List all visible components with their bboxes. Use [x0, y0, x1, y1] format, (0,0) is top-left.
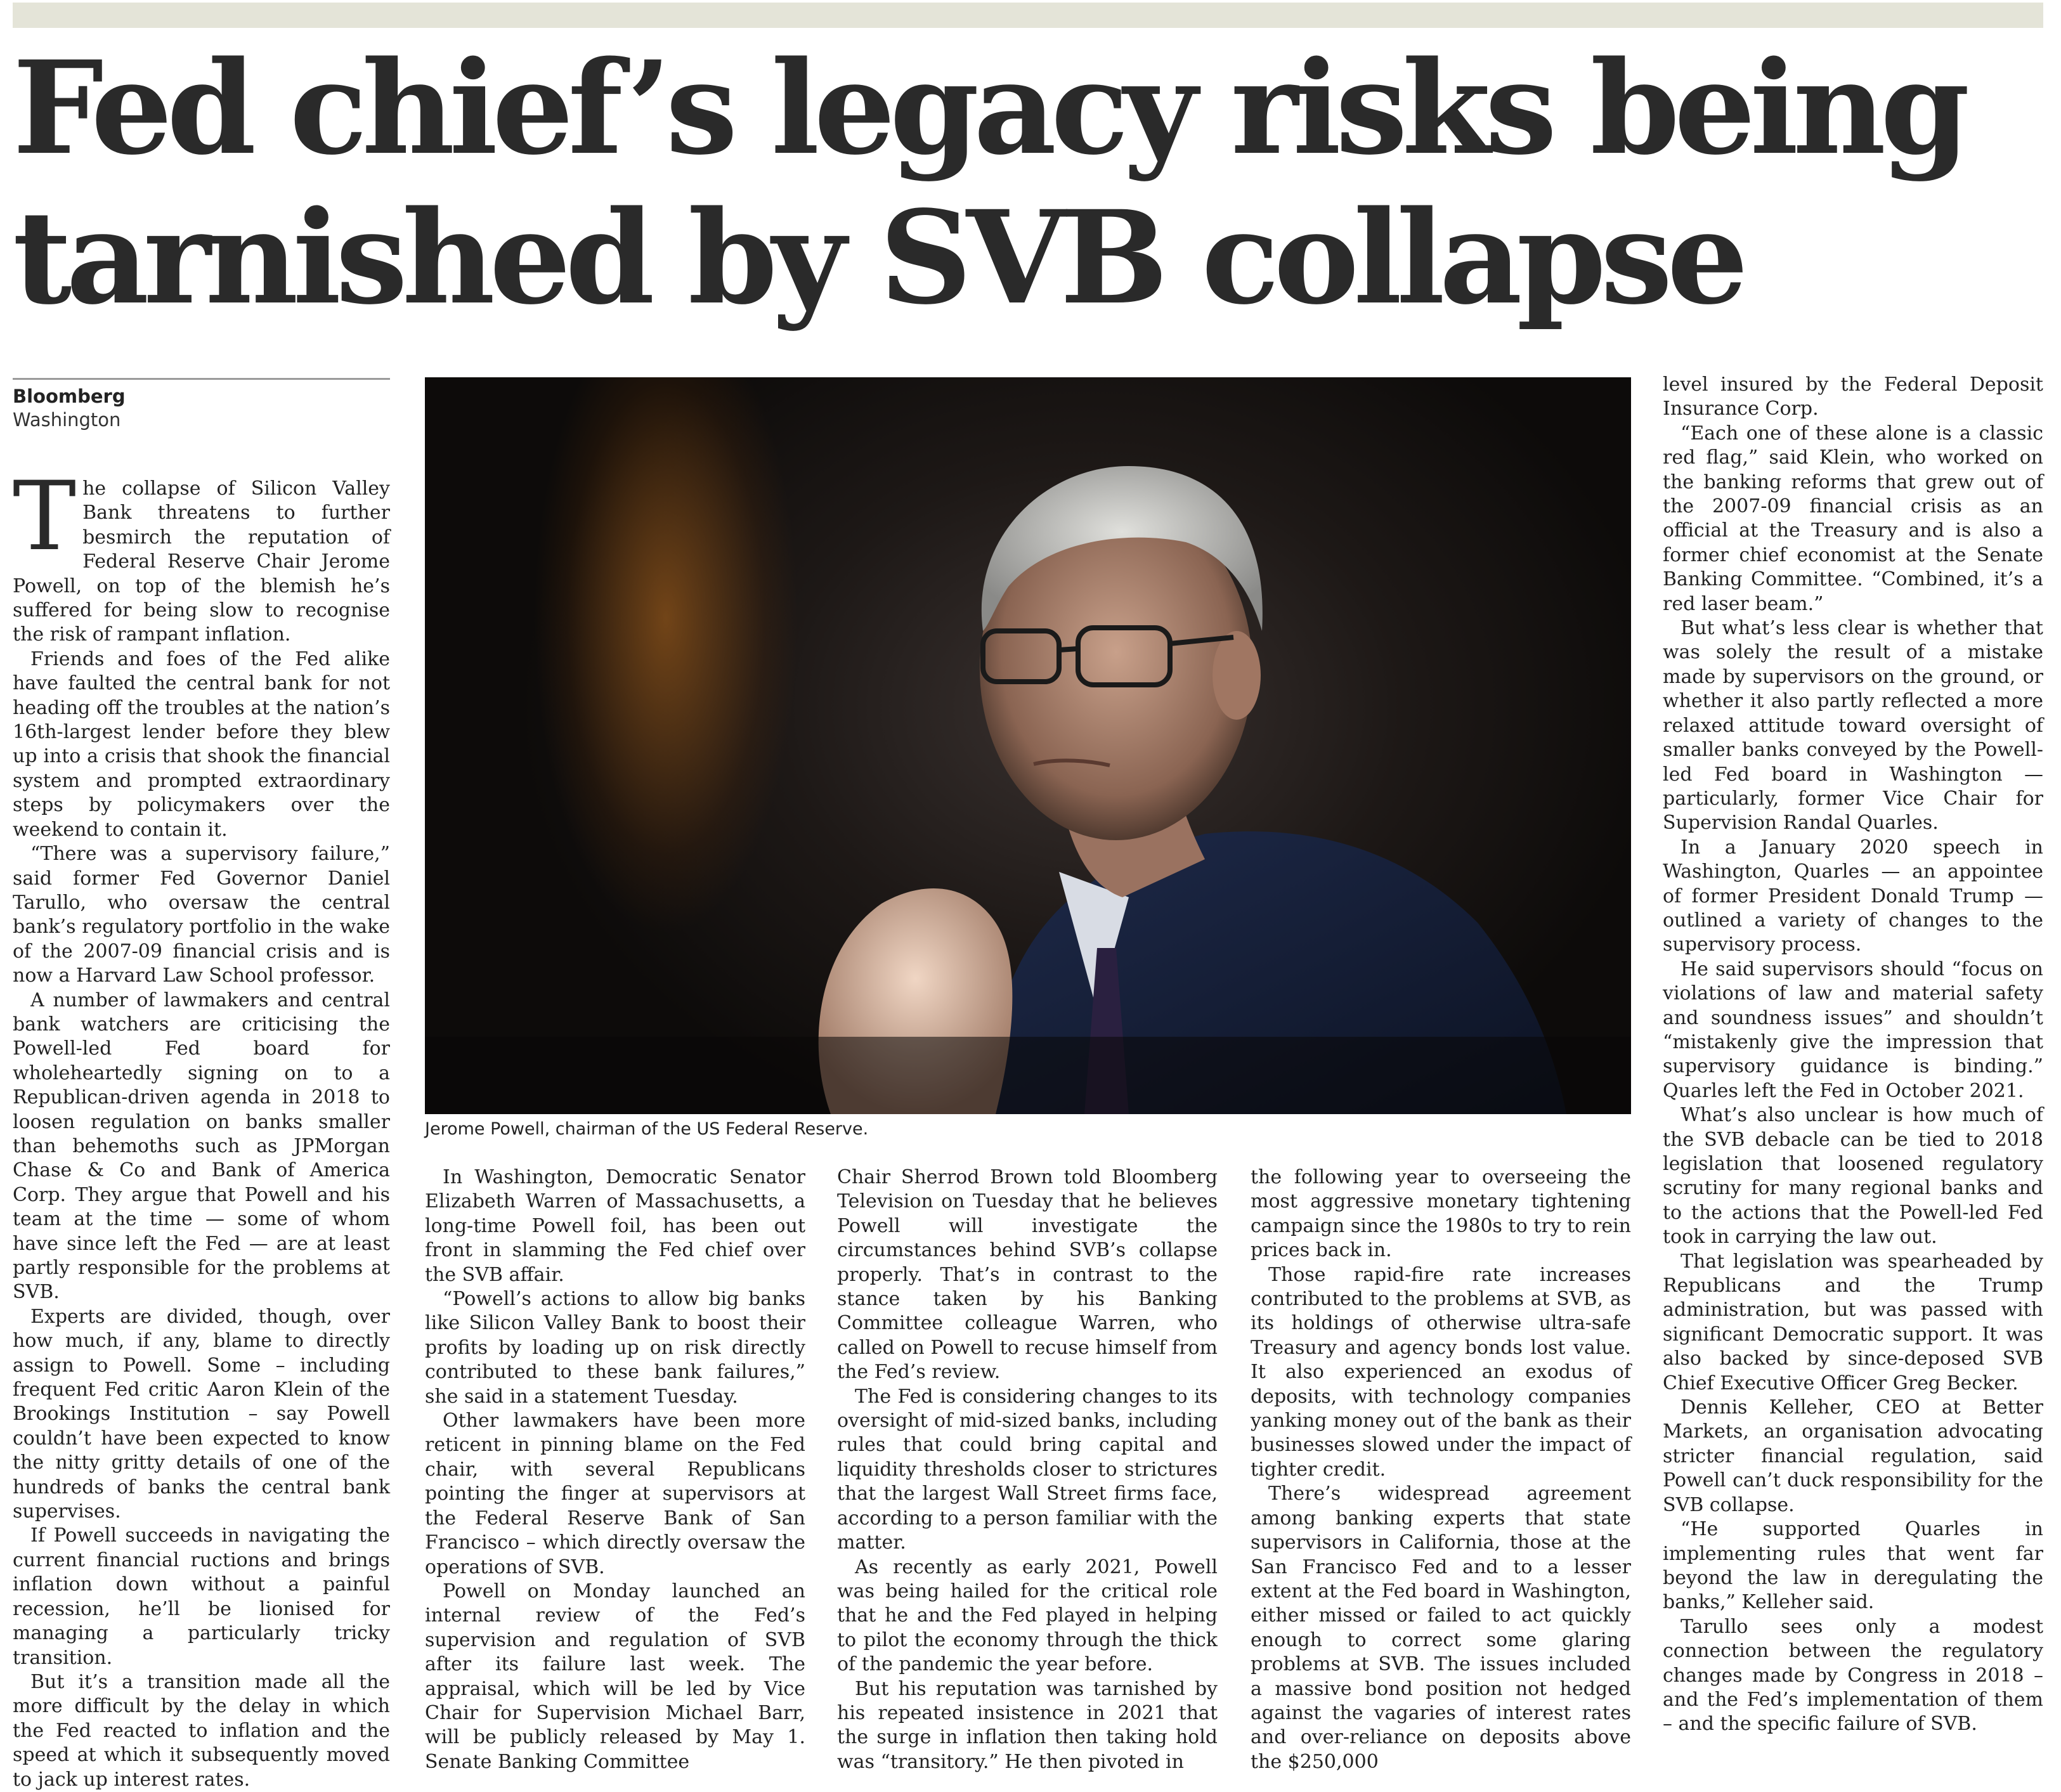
paragraph: The Fed is considering changes to its oversight of mid-sized banks, including rules that could bring capital and liquidity thresholds closer to strictures that the largest Wall Street firms face, according to a person familiar with the matter. — [837, 1385, 1218, 1554]
paragraph: Those rapid-fire rate increases contributed to the problems at SVB, as its holdings of otherwise ultra-safe Treasury and agency bonds lost value. It also experienced an exodus of deposits, with technology companies yanking money out of the bank as their businesses slowed under the impact of tighter credit. — [1251, 1263, 1631, 1481]
paragraph: Tarullo sees only a modest connection between the regulatory changes made by Congress in 2018 – and the Fed’s implementation of them – and the specific failure of SVB. — [1663, 1615, 2043, 1736]
paragraph: If Powell succeeds in navigating the current financial ructions and brings inflation down without a painful recession, he’ll be lionised for managing a particularly tricky transition. — [13, 1524, 390, 1669]
paragraph: But it’s a transition made all the more difficult by the delay in which the Fed reacted to inflation and the speed at which it subsequently moved to jack up interest rates. — [13, 1670, 390, 1791]
article-column-2 — [425, 1165, 805, 1774]
paragraph: But his reputation was tarnished by his repeated insistence in 2021 that the surge in inflation then taking hold was “transitory.” He then pivoted in — [837, 1677, 1218, 1773]
paragraph: Dennis Kelleher, CEO at Better Markets, an organisation advocating stricter financial regulation, said Powell can’t duck responsibility for the SVB collapse. — [1663, 1396, 2043, 1516]
paragraph: “He supported Quarles in implementing rules that went far beyond the law in deregulating the banks,” Kelleher said. — [1663, 1518, 2043, 1614]
byline-source: Bloomberg — [13, 386, 126, 407]
paragraph: But what’s less clear is whether that was solely the result of a mistake made by supervisors on the ground, or whether it also partly reflected a more relaxed attitude toward oversight of smaller banks conveyed by the Powell-led Fed board in Washington — particularly, former Vice Chair for Supervision Randal Quarles. — [1663, 617, 2043, 834]
top-rule — [13, 3, 2043, 28]
paragraph: In a January 2020 speech in Washington, Quarles — an appointee of former President Donald Trump — outlined a variety of changes to the supervisory process. — [1663, 836, 2043, 956]
paragraph: the following year to overseeing the most aggressive monetary tightening campaign since the 1980s to try to rein prices back in. — [1251, 1166, 1631, 1262]
paragraph: He said supervisors should “focus on violations of law and material safety and soundness issues” and shouldn’t “mistakenly give the impression that supervisory guidance is binding.” Quarles left the Fed in October 2021. — [1663, 958, 2043, 1102]
byline — [13, 384, 390, 431]
paragraph: “There was a supervisory failure,” said former Fed Governor Daniel Tarullo, who oversaw the central bank’s regulatory portfolio in the wake of the 2007-09 financial crisis and is now a Harvard Law School professor. — [13, 843, 390, 987]
photo-caption: Jerome Powell, chairman of the US Federal Reserve. — [425, 1119, 869, 1139]
byline-rule — [13, 378, 390, 380]
paragraph: Friends and foes of the Fed alike have faulted the central bank for not heading off the troubles at the nation’s 16th-largest lender before they blew up into a crisis that shook the financial system and prompted extraordinary steps by policymakers over the weekend to contain it. — [13, 647, 390, 841]
paragraph: There’s widespread agreement among banking experts that state supervisors in California, those at the San Francisco Fed and to a lesser extent at the Fed board in Washington, either missed or failed to act quickly enough to correct some glaring problems at SVB. The issues included a massive bond position not hedged against the vagaries of interest rates and over-reliance on deposits above the $250,000 — [1251, 1483, 1631, 1773]
paragraph: That legislation was spearheaded by Republicans and the Trump administration, but was passed with significant Democratic support. It was also backed by since-deposed SVB Chief Executive Officer Greg Becker. — [1663, 1250, 2043, 1394]
article-column-5 — [1663, 373, 2043, 1768]
paragraph: What’s also unclear is how much of the SVB debacle can be tied to 2018 legislation that loosened regulatory scrutiny for many regional banks and to the actions that the Powell-led Fed took in carrying the law out. — [1663, 1104, 2043, 1249]
drop-cap: T — [13, 462, 77, 572]
article-column-3 — [837, 1165, 1218, 1774]
paragraph-text: he collapse of Silicon Valley Bank threatens to further besmirch the reputation of Federal Reserve Chair Jerome Powell, on top of the blemish he’s suffered for being slow to recognise the risk of rampant inflation. — [13, 477, 390, 646]
paragraph — [13, 462, 390, 647]
headline-line-1: Fed chief’s legacy risks being — [13, 32, 1965, 183]
paragraph: A number of lawmakers and central bank watchers are criticising the Powell-led Fed board for wholeheartedly signing on to a Republican-driven agenda in 2018 to loosen regulation on banks smaller than behemoths such as JPMorgan Chase & Co and Bank of America Corp. They argue that Powell and his team at the time — some of whom have since left the Fed — are at least partly responsible for the problems at SVB. — [13, 989, 390, 1304]
paragraph: Powell on Monday launched an internal review of the Fed’s supervision and regulation of SVB after its failure last week. The appraisal, which will be led by Vice Chair for Supervision Michael Barr, will be publicly released by May 1. Senate Banking Committee — [425, 1580, 805, 1773]
article-column-4 — [1251, 1165, 1631, 1774]
paragraph: level insured by the Federal Deposit Insurance Corp. — [1663, 373, 2043, 420]
paragraph: Chair Sherrod Brown told Bloomberg Television on Tuesday that he believes Powell will investigate the circumstances behind SVB’s collapse properly. That’s in contrast to the stance taken by his Banking Committee colleague Warren, who called on Powell to recuse himself from the Fed’s review. — [837, 1166, 1218, 1384]
powell-photo — [425, 377, 1631, 1114]
paragraph: “Powell’s actions to allow big banks like Silicon Valley Bank to boost their profits by loading up on risk directly contributed to these bank failures,” she said in a statement Tuesday. — [425, 1288, 805, 1408]
headline-line-2: tarnished by SVB collapse — [13, 182, 1743, 333]
paragraph: In Washington, Democratic Senator Elizabeth Warren of Massachusetts, a long-time Powell foil, has been out front in slamming the Fed chief over the SVB affair. — [425, 1166, 805, 1286]
paragraph: As recently as early 2021, Powell was being hailed for the critical role that he and the Fed played in helping to pilot the economy through the thick of the pandemic the year before. — [837, 1555, 1218, 1676]
powell-portrait-image — [425, 377, 1631, 1114]
paragraph: Experts are divided, though, over how much, if any, blame to directly assign to Powell. Some – including frequent Fed critic Aaron Klein of the Brookings Institution – say Powell couldn’t have been expected to know the nitty gritty details of one of the hundreds of banks the central bank supervises. — [13, 1305, 390, 1523]
article-column-1 — [13, 462, 390, 1791]
paragraph: Other lawmakers have been more reticent in pinning blame on the Fed chair, with several Republicans pointing the finger at supervisors at the Federal Reserve Bank of San Francisco – which directly oversaw the operations of SVB. — [425, 1410, 805, 1578]
byline-place: Washington — [13, 409, 121, 431]
headline — [13, 33, 2055, 332]
paragraph: “Each one of these alone is a classic red flag,” said Klein, who worked on the banking reforms that grew out of the 2007-09 financial crisis as an official at the Treasury and is also a former chief economist at the Senate Banking Committee. “Combined, it’s a red laser beam.” — [1663, 422, 2043, 615]
